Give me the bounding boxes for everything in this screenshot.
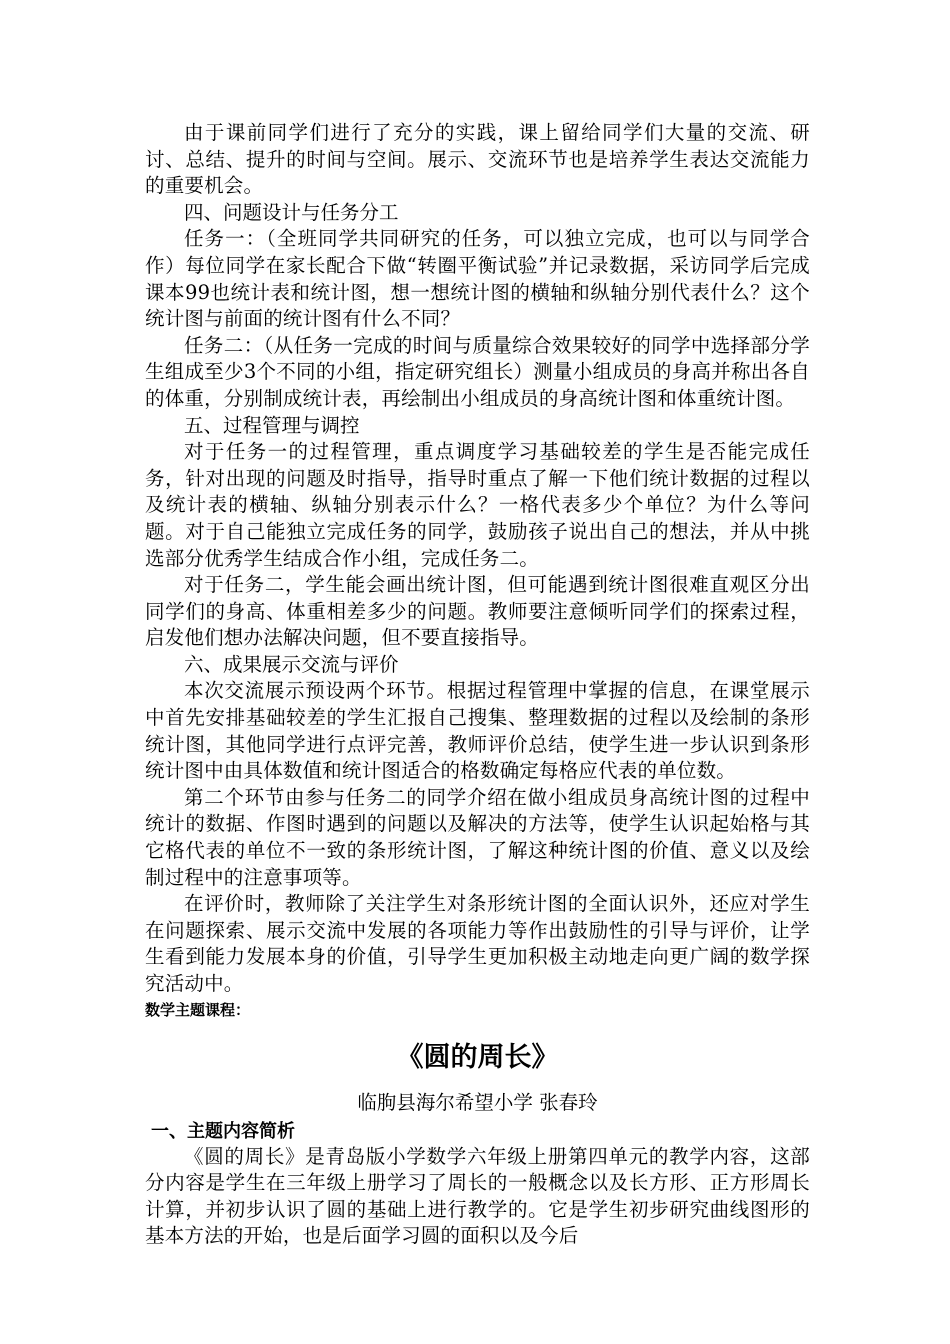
section5-heading: 五、过程管理与调控 bbox=[184, 413, 360, 437]
section4-heading: 四、问题设计与任务分工 bbox=[184, 200, 399, 224]
section6-paragraph-3: 在评价时，教师除了关注学生对条形统计图的全面认识外，还应对学生在问题探索、展示交流中发展的各项能力等作出鼓励性的引导与评价，让学生看到能力发展本身的价值，引导学生更加积极主动地走向更广阔的数学探究活动中。 bbox=[145, 892, 810, 995]
section5-paragraph-1: 对于任务一的过程管理，重点调度学习基础较差的学生是否能完成任务，针对出现的问题及时指导，指导时重点了解一下他们统计数据的过程以及统计表的横轴、纵轴分别表示什么？一格代表多少个单位？为什么等问题。对于自己能独立完成任务的同学，鼓励孩子说出自己的想法，并从中挑选部分优秀学生结成合作小组，完成任务二。 bbox=[145, 440, 810, 570]
task2-paragraph: 任务二：（从任务一完成的时间与质量综合效果较好的同学中选择部分学生组成至少3个不同的小组，指定研究组长）测量小组成员的身高并称出各自的体重，分别制成统计表，再绘制出小组成员的身高统计图和体重统计图。 bbox=[145, 333, 810, 410]
intro-paragraph: 由于课前同学们进行了充分的实践，课上留给同学们大量的交流、研讨、总结、提升的时间与空间。展示、交流环节也是培养学生表达交流能力的重要机会。 bbox=[145, 121, 810, 198]
document-page bbox=[145, 120, 810, 1250]
section1-heading: 一、主题内容简析 bbox=[151, 1120, 295, 1142]
document-author: 临朐县海尔希望小学 张春玲 bbox=[357, 1090, 598, 1114]
task1-paragraph: 任务一：（全班同学共同研究的任务，可以独立完成，也可以与同学合作）每位同学在家长配合下做“转圈平衡试验”并记录数据，采访同学后完成课本99也统计表和统计图，想一想统计图的横轴和纵轴分别代表什么？这个统计图与前面的统计图有什么不同？ bbox=[145, 227, 810, 331]
section5-paragraph-2: 对于任务二，学生能会画出统计图，但可能遇到统计图很难直观区分出同学们的身高、体重相差多少的问题。教师要注意倾听同学们的探索过程，启发他们想办法解决问题，但不要直接指导。 bbox=[145, 573, 810, 650]
section6-paragraph-1: 本次交流展示预设两个环节。根据过程管理中掌握的信息，在课堂展示中首先安排基础较差的学生汇报自己搜集、整理数据的过程以及绘制的条形统计图，其他同学进行点评完善，教师评价总结，使学生进一步认识到条形统计图中由具体数值和统计图适合的格数确定每格应代表的单位数。 bbox=[145, 679, 810, 783]
section1-paragraph: 《圆的周长》是青岛版小学数学六年级上册第四单元的教学内容，这部分内容是学生在三年级上册学习了周长的一般概念以及长方形、正方形周长计算，并初步认识了圆的基础上进行教学的。它是学生初步研究曲线图形的基本方法的开始，也是后面学习圆的面积以及今后 bbox=[145, 1144, 810, 1248]
document-title: 《圆的周长》 bbox=[396, 1041, 559, 1073]
section6-paragraph-2: 第二个环节由参与任务二的同学介绍在做小组成员身高统计图的过程中统计的数据、作图时遇到的问题以及解决的方法等，使学生认识起始格与其它格代表的单位不一致的条形统计图，了解这种统计图的价值、意义以及绘制过程中的注意事项等。 bbox=[145, 785, 810, 889]
section6-heading: 六、成果展示交流与评价 bbox=[184, 652, 399, 676]
course-label: 数学主题课程： bbox=[145, 1000, 251, 1019]
